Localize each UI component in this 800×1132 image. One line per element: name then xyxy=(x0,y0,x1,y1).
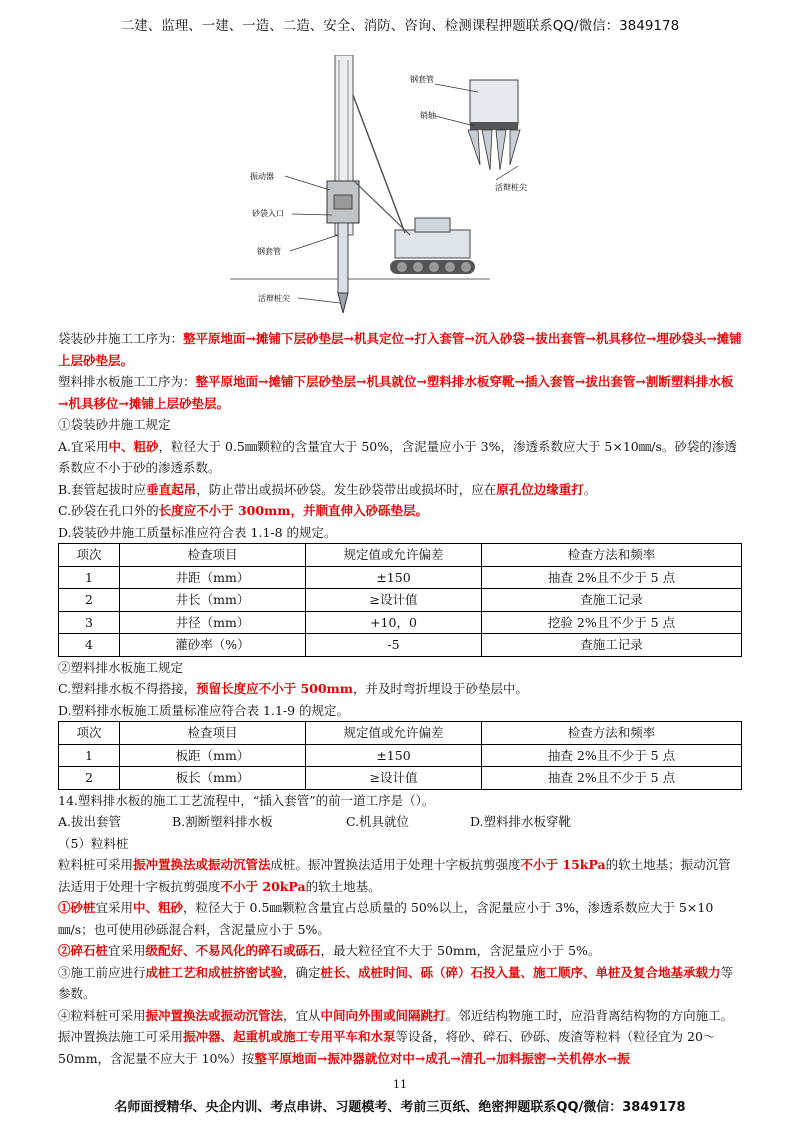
table-cell: 4 xyxy=(59,634,120,657)
question-14-options xyxy=(58,811,742,833)
sand-bag-inlet-label: 砂袋入口 xyxy=(252,209,284,218)
table-cell: 2 xyxy=(59,767,120,790)
header-cell: 规定值或允许偏差 xyxy=(306,722,482,745)
table-cell: ±150 xyxy=(306,566,482,589)
page-header: 二建、监理、一建、一造、二造、安全、消防、咨询、检测课程押题联系QQ/微信：3849178 xyxy=(120,18,680,34)
casing-detail xyxy=(468,80,520,170)
rule-d2: D.塑料排水板施工质量标准应符合表 1.1-9 的规定。 xyxy=(58,702,350,718)
table-row xyxy=(59,589,742,612)
header-cell: 检查方法和频率 xyxy=(482,722,742,745)
question-14: 14.塑料排水板的施工工艺流程中，“插入套管”的前一道工序是（）。 xyxy=(58,792,435,808)
drain-board-process: 塑料排水板施工工序为：整平原地面→摊铺下层砂垫层→机具就位→塑料排水板穿靴→插入套管→拔出套管→割断塑料排水板→机具移位→摊铺上层砂垫层。 xyxy=(58,374,734,411)
table-cell: 板长（mm） xyxy=(120,767,306,790)
rule-c2: C.塑料排水板不得搭接，预留长度应不小于 500mm，并及时弯折埋设于砂垫层中。 xyxy=(58,681,529,696)
header-cell: 规定值或允许偏差 xyxy=(306,544,482,567)
rule-b: B.套管起拔时应垂直起吊，防止带出或损坏砂袋。发生砂袋带出或损坏时，应在原孔位边缘重打。 xyxy=(58,481,597,497)
table-header-row xyxy=(59,544,742,567)
section-sand-well-rules: ①袋装砂井施工规定 xyxy=(58,417,171,432)
vibrator-box xyxy=(327,181,359,223)
header-cell: 检查方法和频率 xyxy=(482,544,742,567)
construction-order-rule: ④粒料桩可采用振冲置换法或振动沉管法，宜从中间向外围或间隔跳打。邻近结构物施工时，应沿背离结构物的方向施工。 xyxy=(58,1007,734,1023)
pin-shaft-label: 销轴 xyxy=(420,111,436,120)
granular-pile-intro: 粒料桩可采用振冲置换法或振动沉管法成桩。振冲置换法适用于处理十字板抗剪强度不小于 15kPa的软土地基；振动沉管法适用于处理十字板抗剪强度不小于 20kPa的软土地基。 xyxy=(58,857,731,894)
gravel-pile-rule: ②碎石桩宜采用级配好、不易风化的碎石或砾石，最大粒径宜不大于 50mm，含泥量应小于 5%。 xyxy=(58,943,601,958)
table-cell: 井长（mm） xyxy=(120,589,306,612)
header-cell: 项次 xyxy=(59,544,120,567)
section-drain-board-rules: ②塑料排水板施工规定 xyxy=(58,659,184,675)
table-cell: 抽查 2%且不少于 5 点 xyxy=(482,744,742,767)
table-cell: +10，0 xyxy=(306,611,482,634)
table-cell: 抽查 2%且不少于 5 点 xyxy=(482,566,742,589)
table-cell: 板距（mm） xyxy=(120,744,306,767)
table-cell: 1 xyxy=(59,566,120,589)
table-cell: 抽查 2%且不少于 5 点 xyxy=(482,767,742,790)
header-cell: 项次 xyxy=(59,722,120,745)
table-cell: 2 xyxy=(59,589,120,612)
valve-tip-label-right: 活辩桩尖 xyxy=(495,183,527,192)
rule-d: D.袋装砂井施工质量标准应符合表 1.1-8 的规定。 xyxy=(58,524,337,540)
vibro-replacement-process: 振冲置换法施工可采用振冲器、起重机或施工专用平车和水泵等设备，将砂、碎石、砂砾、废渣等粒料（粒径宜为 20～50mm，含泥量不应大于 10%）按整平原地面→振冲器就位对中→成孔→清孔→加料振密→关机停水→振 xyxy=(58,1029,716,1066)
table-row xyxy=(59,744,742,767)
table-cell: 查施工记录 xyxy=(482,634,742,657)
table-row xyxy=(59,634,742,657)
table-cell: ±150 xyxy=(306,744,482,767)
vibrator-label: 振动器 xyxy=(250,172,274,181)
page-footer: 名师面授精华、央企内训、考点串讲、习题模考、考前三页纸、绝密押题联系QQ/微信：3849178 xyxy=(114,1100,686,1115)
table-row xyxy=(59,566,742,589)
header-cell: 检查项目 xyxy=(120,722,306,745)
sand-pile-rule: ①砂桩宜采用中、粗砂，粒径大于 0.5㎜颗粒含量宜占总质量的 50%以上，含泥量应小于 3%，渗透系数应大于 5×10㎜/s；也可使用砂砾混合料，含泥量应小于 5%。 xyxy=(58,900,714,937)
option-d: D.塑料排水板穿靴 xyxy=(469,814,572,829)
table-cell: ≥设计值 xyxy=(306,767,482,790)
valve-tip-detail-illustration xyxy=(400,70,550,210)
valve-tip-label-left: 活辩桩尖 xyxy=(258,294,290,303)
page-number: 11 xyxy=(393,1078,407,1091)
rule-c: C.砂袋在孔口外的长度应不小于 300mm，并顺直伸入砂砾垫层。 xyxy=(58,503,428,518)
rule-a: A.宜采用中、粗砂，粒径大于 0.5㎜颗粒的含量宜大于 50%，含泥量应小于 3%，渗透系数应大于 5×10㎜/s。砂袋的渗透系数应不小于砂的渗透系数。 xyxy=(58,438,737,475)
steel-casing-detail-label: 钢套管 xyxy=(410,75,434,84)
section-granular-pile: （5）粒料桩 xyxy=(58,835,129,851)
option-a: A.拔出套管 xyxy=(58,814,122,829)
table-cell: 灌砂率（%） xyxy=(120,634,306,657)
table-cell: 3 xyxy=(59,611,120,634)
steel-casing-pipe xyxy=(338,223,348,313)
sand-well-process: 袋装砂井施工工序为：整平原地面→摊铺下层砂垫层→机具定位→打入套管→沉入砂袋→拔出套管→机具移位→埋砂袋头→摊铺上层砂垫层。 xyxy=(58,331,742,368)
steel-casing-label: 钢套管 xyxy=(257,247,281,256)
header-cell: 检查项目 xyxy=(120,544,306,567)
table-header-row xyxy=(59,722,742,745)
pre-construction-test-rule: ③施工前应进行成桩工艺和成桩挤密试验，确定桩长、成桩时间、砾（碎）石投入量、施工顺序、单桩及复合地基承载力等参数。 xyxy=(58,964,734,1001)
option-b: B.割断塑料排水板 xyxy=(171,814,273,829)
table-cell: -5 xyxy=(306,634,482,657)
table-cell: 1 xyxy=(59,744,120,767)
table-cell: 井距（mm） xyxy=(120,566,306,589)
option-c: C.机具就位 xyxy=(345,814,410,829)
table-cell: ≥设计值 xyxy=(306,589,482,612)
table-row xyxy=(59,767,742,790)
table-row xyxy=(59,611,742,634)
table-cell: 井径（mm） xyxy=(120,611,306,634)
table-cell: 挖验 2%且不少于 5 点 xyxy=(482,611,742,634)
document-body xyxy=(58,328,742,1069)
table-cell: 查施工记录 xyxy=(482,589,742,612)
drain-board-quality-table xyxy=(58,721,742,790)
sand-well-quality-table xyxy=(58,543,742,657)
